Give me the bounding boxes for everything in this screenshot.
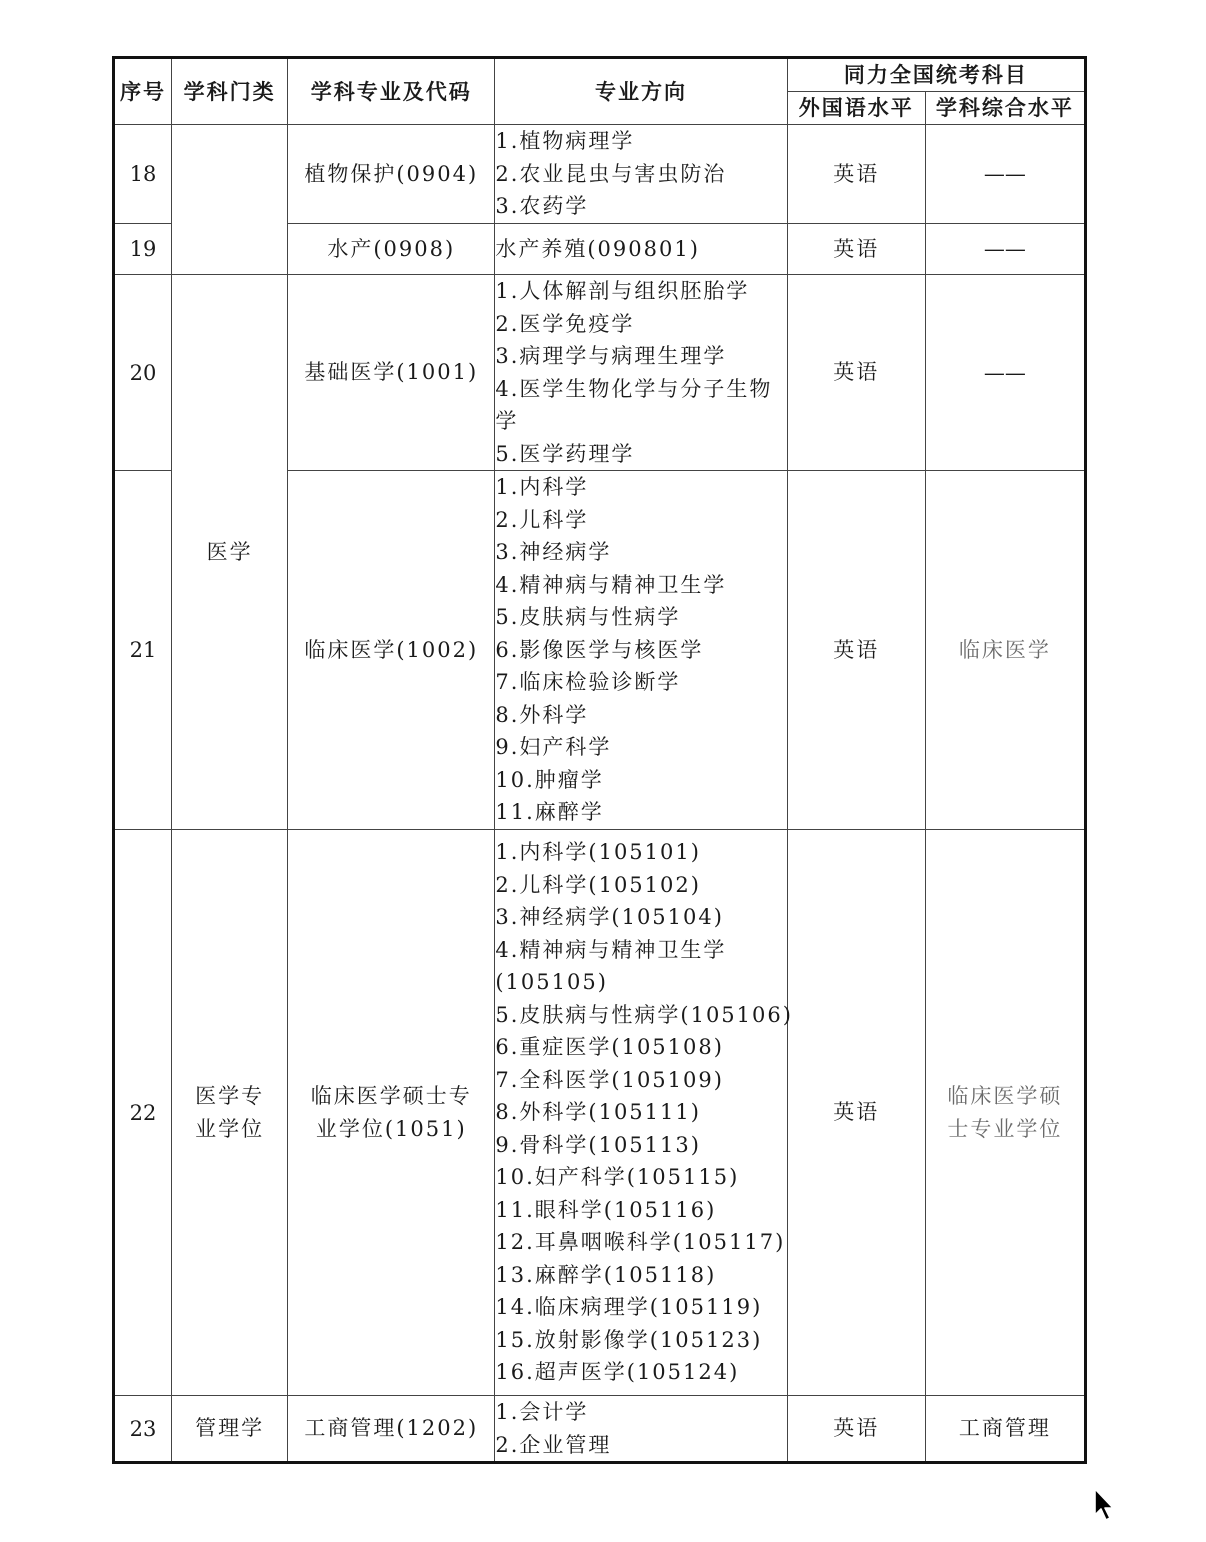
direction-item: 2.农业昆虫与害虫防治 <box>495 161 727 186</box>
direction-cell <box>495 224 787 275</box>
table-row <box>114 275 1086 471</box>
major-cell: 植物保护(0904) <box>288 125 495 224</box>
seq-cell: 21 <box>114 471 172 830</box>
direction-cell <box>495 830 793 1396</box>
language-cell: 英语 <box>787 1396 925 1463</box>
major-cell: 水产(0908) <box>288 224 495 275</box>
direction-item: 3.农药学 <box>495 194 589 219</box>
table-row <box>114 830 1086 1396</box>
comprehensive-cell: —— <box>925 125 1085 224</box>
language-cell: 英语 <box>787 125 925 224</box>
language-cell: 英语 <box>787 275 925 471</box>
direction-cell <box>495 275 787 471</box>
category-cell <box>172 125 288 275</box>
header-category: 学科门类 <box>172 58 288 125</box>
direction-item: 11.麻醉学 <box>495 800 604 825</box>
major-cell: 临床医学(1002) <box>288 471 495 830</box>
direction-item: 4.医学生物化学与分子生物学 <box>495 376 773 433</box>
comprehensive-cell: 临床医学 <box>925 471 1085 830</box>
language-cell: 英语 <box>787 224 925 275</box>
major-cell: 临床医学硕士专业学位(1051) <box>288 830 495 1396</box>
direction-item: 7.临床检验诊断学 <box>495 670 681 695</box>
direction-item: 9.骨科学(105113) <box>495 1132 701 1157</box>
header-exam-group: 同力全国统考科目 <box>787 58 1085 92</box>
direction-item: 水产养殖(090801) <box>495 236 700 261</box>
direction-item: 11.眼科学(105116) <box>495 1197 717 1222</box>
direction-item: 1.人体解剖与组织胚胎学 <box>495 279 750 303</box>
category-cell: 管理学 <box>172 1396 288 1463</box>
direction-item: 1.植物病理学 <box>495 129 635 154</box>
seq-cell: 20 <box>114 275 172 471</box>
direction-cell <box>495 1396 787 1463</box>
direction-item: 2.儿科学(105102) <box>495 872 701 897</box>
mouse-pointer-icon <box>1093 1487 1117 1523</box>
direction-item: 6.影像医学与核医学 <box>495 637 704 662</box>
major-cell: 基础医学(1001) <box>288 275 495 471</box>
category-cell: 医学 <box>172 275 288 830</box>
direction-item: 1.会计学 <box>495 1400 589 1424</box>
direction-item: 3.病理学与病理生理学 <box>495 344 727 368</box>
direction-item: 10.肿瘤学 <box>495 767 604 792</box>
direction-item: 5.医学药理学 <box>495 441 635 466</box>
language-cell: 英语 <box>787 830 925 1396</box>
direction-item: 2.企业管理 <box>495 1432 612 1457</box>
admissions-table <box>112 56 1087 1464</box>
header-foreign-language: 外国语水平 <box>787 92 925 125</box>
direction-item: 9.妇产科学 <box>495 735 612 760</box>
direction-cell <box>495 125 787 224</box>
direction-item: 3.神经病学(105104) <box>495 905 724 930</box>
direction-item: 3.神经病学 <box>495 540 612 565</box>
seq-cell: 22 <box>114 830 172 1396</box>
direction-item: 1.内科学(105101) <box>495 840 701 865</box>
direction-item: 1.内科学 <box>495 475 589 500</box>
seq-cell: 23 <box>114 1396 172 1463</box>
direction-item: 5.皮肤病与性病学(105106) <box>495 1002 793 1027</box>
direction-item: 4.精神病与精神卫生学 <box>495 572 727 597</box>
seq-cell: 18 <box>114 125 172 224</box>
seq-cell: 19 <box>114 224 172 275</box>
direction-item: 14.临床病理学(105119) <box>495 1295 763 1320</box>
direction-cell <box>495 471 787 830</box>
comprehensive-cell: 工商管理 <box>925 1396 1085 1463</box>
category-cell: 医学专业学位 <box>172 830 288 1396</box>
table-row <box>114 1396 1086 1463</box>
direction-item: 16.超声医学(105124) <box>495 1360 740 1385</box>
direction-item: 5.皮肤病与性病学 <box>495 605 681 630</box>
direction-item: 4.精神病与精神卫生学(105105) <box>495 937 727 995</box>
direction-item: 2.儿科学 <box>495 507 589 532</box>
direction-item: 10.妇产科学(105115) <box>495 1165 740 1190</box>
direction-item: 7.全科医学(105109) <box>495 1067 724 1092</box>
header-comprehensive: 学科综合水平 <box>925 92 1085 125</box>
comprehensive-cell: —— <box>925 224 1085 275</box>
direction-item: 2.医学免疫学 <box>495 311 635 336</box>
direction-item: 15.放射影像学(105123) <box>495 1327 763 1352</box>
direction-item: 13.麻醉学(105118) <box>495 1262 717 1287</box>
direction-item: 8.外科学 <box>495 702 589 727</box>
comprehensive-cell: 临床医学硕士专业学位 <box>925 830 1085 1396</box>
direction-item: 12.耳鼻咽喉科学(105117) <box>495 1230 786 1255</box>
comprehensive-cell: —— <box>925 275 1085 471</box>
table-row <box>114 125 1086 224</box>
header-seq: 序号 <box>114 58 172 125</box>
language-cell: 英语 <box>787 471 925 830</box>
header-direction: 专业方向 <box>495 58 787 125</box>
major-cell: 工商管理(1202) <box>288 1396 495 1463</box>
direction-item: 6.重症医学(105108) <box>495 1035 724 1060</box>
header-major: 学科专业及代码 <box>288 58 495 125</box>
direction-item: 8.外科学(105111) <box>495 1100 701 1125</box>
